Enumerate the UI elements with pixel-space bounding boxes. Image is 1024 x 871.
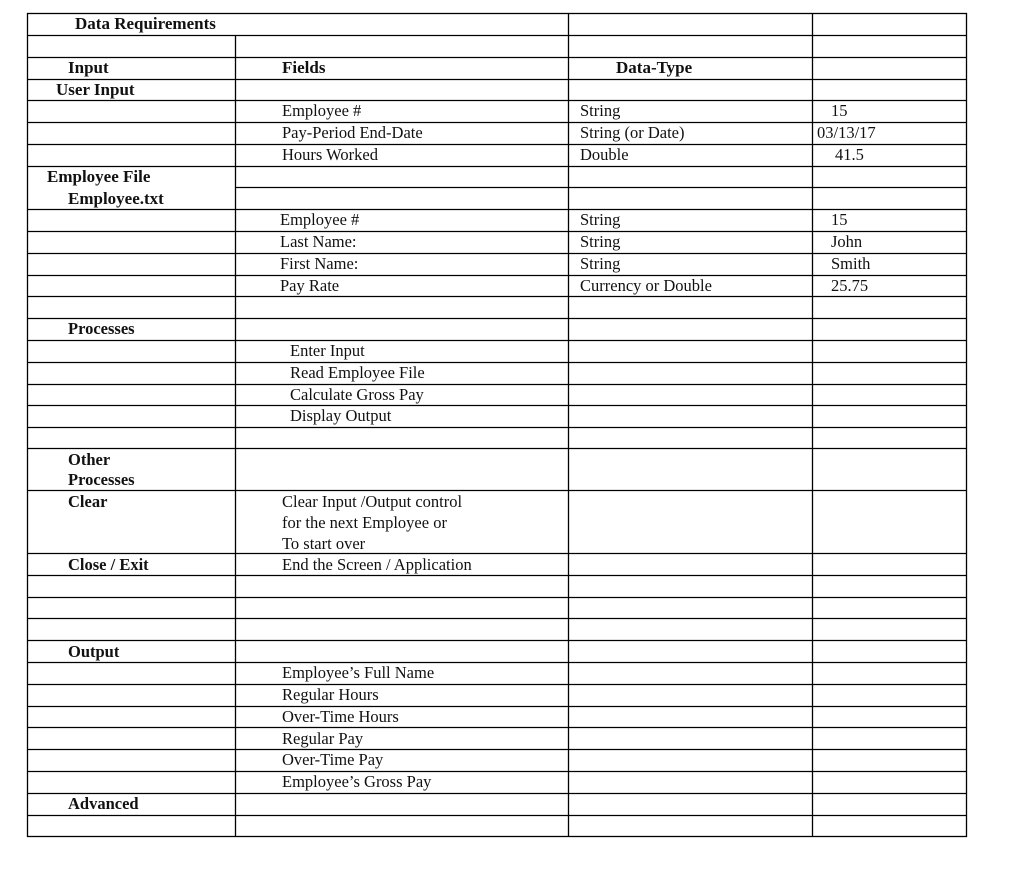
field-name: Last Name:	[280, 232, 357, 251]
section-employee-file: Employee File	[47, 167, 151, 186]
output-item: Regular Hours	[282, 685, 379, 704]
field-example: 25.75	[831, 276, 869, 295]
field-type: Currency or Double	[580, 276, 712, 295]
section-processes: Processes	[68, 319, 135, 338]
field-type: String	[580, 210, 621, 229]
field-example: Smith	[831, 254, 871, 273]
field-type: String	[580, 101, 621, 120]
process-item: Read Employee File	[290, 363, 425, 382]
field-example: 15	[831, 210, 848, 229]
field-name: Hours Worked	[282, 145, 378, 164]
field-name: Employee #	[280, 210, 360, 229]
header-input: Input	[68, 58, 109, 77]
process-clear-desc: To start over	[282, 534, 366, 553]
process-close-label: Close / Exit	[68, 555, 149, 574]
header-data-type: Data-Type	[616, 58, 693, 77]
process-item: Enter Input	[290, 341, 365, 360]
field-name: Pay Rate	[280, 276, 340, 295]
process-item: Display Output	[290, 406, 392, 425]
output-item: Regular Pay	[282, 729, 364, 748]
process-item: Calculate Gross Pay	[290, 385, 424, 404]
process-close-desc: End the Screen / Application	[282, 555, 472, 574]
process-clear-desc: Clear Input /Output control	[282, 492, 463, 511]
section-other-processes: Other	[68, 450, 111, 469]
field-type: String	[580, 232, 621, 251]
process-clear-desc: for the next Employee or	[282, 513, 447, 532]
field-name: Employee #	[282, 101, 362, 120]
employee-file-name: Employee.txt	[68, 189, 164, 208]
field-example: 03/13/17	[817, 123, 876, 142]
field-type: String	[580, 254, 621, 273]
field-type: Double	[580, 145, 629, 164]
field-example: 15	[831, 101, 848, 120]
output-item: Over-Time Hours	[282, 707, 399, 726]
field-name: First Name:	[280, 254, 359, 273]
field-example: 41.5	[835, 145, 864, 164]
output-item: Employee’s Gross Pay	[282, 772, 432, 791]
field-type: String (or Date)	[580, 123, 685, 142]
process-clear-label: Clear	[68, 492, 108, 511]
section-other-processes-line2: Processes	[68, 470, 135, 489]
output-item: Employee’s Full Name	[282, 663, 435, 682]
field-name: Pay-Period End-Date	[282, 123, 423, 142]
section-user-input: User Input	[56, 80, 135, 99]
output-item: Over-Time Pay	[282, 750, 384, 769]
section-advanced: Advanced	[68, 794, 139, 813]
field-example: John	[831, 232, 863, 251]
table-title: Data Requirements	[75, 14, 216, 33]
header-fields: Fields	[282, 58, 326, 77]
section-output: Output	[68, 642, 120, 661]
